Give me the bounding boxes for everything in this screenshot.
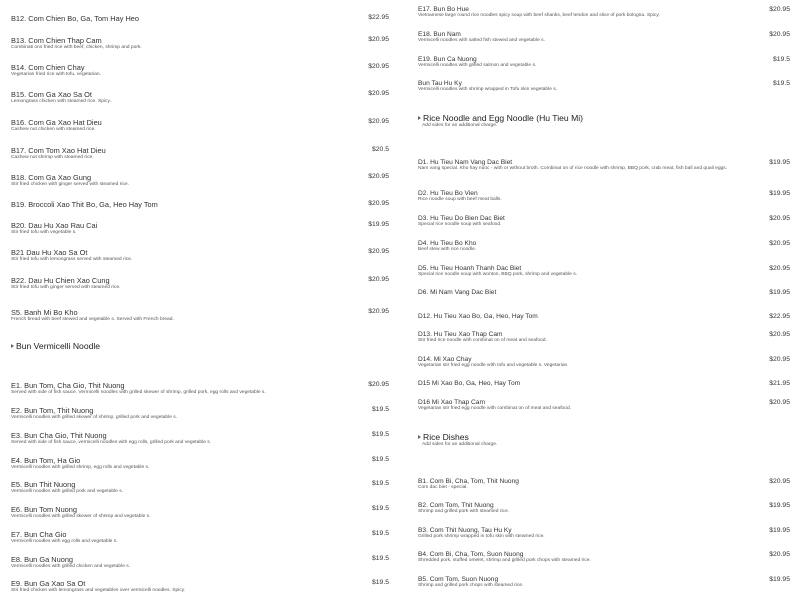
menu-item-name: B14. Com Chien Chay — [11, 63, 85, 72]
menu-item-price: $20.95 — [368, 276, 389, 283]
menu-item-row — [418, 356, 790, 370]
menu-item[interactable] — [11, 555, 389, 571]
menu-item-price: $19.95 — [769, 502, 790, 509]
menu-item-price: $20.95 — [769, 551, 790, 558]
menu-item-price: $20.95 — [769, 399, 790, 406]
menu-item-name: E6. Bun Tom Nuong — [11, 505, 78, 514]
menu-item[interactable] — [11, 381, 389, 397]
caret-right-icon — [418, 435, 421, 439]
menu-item-description: Shrimp and grilled pork with steamed rice. — [418, 509, 510, 514]
menu-item-row — [11, 248, 389, 264]
menu-item-description: Stir fried rice noodle with combinat on of meat and seafood. — [418, 338, 547, 343]
menu-item-description: Vermicelli noodles with shrimp wrapped in Tofu skin vegetable s. — [418, 87, 558, 92]
menu-item-description: Cashew nut shrimp with steamed rice. — [11, 155, 94, 160]
menu-item-name: D12. Hu Tieu Xao Bo, Ga, Heo, Hay Tom — [418, 313, 538, 320]
menu-item-row — [11, 14, 389, 23]
menu-item[interactable] — [11, 146, 389, 162]
menu-item-name: B17. Com Tom Xao Hat Dieu — [11, 146, 106, 155]
menu-item-price: $20.95 — [368, 248, 389, 255]
menu-item-row — [11, 118, 389, 134]
menu-item-name: B3. Com Thit Nuong, Tau Hu Ky — [418, 527, 512, 534]
menu-item[interactable] — [11, 579, 389, 595]
section-title-text: Bun Vermicelli Noodle — [16, 341, 101, 351]
menu-item[interactable] — [418, 576, 790, 590]
menu-item[interactable] — [11, 308, 389, 324]
menu-item[interactable] — [418, 31, 790, 45]
menu-item[interactable] — [418, 313, 790, 320]
menu-item-name: S5. Banh Mi Bo Kho — [11, 308, 78, 317]
menu-item-name: B16. Com Ga Xao Hat Dieu — [11, 118, 102, 127]
menu-item-price: $20.95 — [368, 36, 389, 43]
menu-item-price: $20.95 — [368, 118, 389, 125]
menu-item[interactable] — [418, 159, 790, 173]
menu-item-name: E8. Bun Ga Nuong — [11, 555, 74, 564]
menu-item-price: $19.95 — [769, 527, 790, 534]
menu-item-row — [11, 431, 389, 447]
menu-item-row — [418, 215, 790, 229]
menu-item-row — [418, 527, 790, 541]
menu-item-description: Lemongrass chicken with steamed rice. Spicy. — [11, 99, 111, 104]
menu-item[interactable] — [11, 36, 389, 52]
menu-item-row — [418, 551, 790, 565]
menu-item-row — [11, 406, 389, 422]
menu-item-name: B1. Com Bi, Cha, Tom, Thit Nuong — [418, 478, 519, 485]
menu-item[interactable] — [11, 221, 389, 237]
menu-item-name: B19. Broccoli Xao Thit Bo, Ga, Heo Hay Tom — [11, 200, 158, 209]
menu-item-price: $20.95 — [769, 31, 790, 38]
menu-item-name: B21 Dau Hu Xao Sa Ot — [11, 248, 88, 257]
menu-item-name: D16 Mi Xao Thap Cam — [418, 399, 485, 406]
menu-item-row — [418, 331, 790, 345]
menu-item-row — [418, 240, 790, 254]
menu-item-description: Stir fried tofu with ginger served with steamed rice. — [11, 285, 121, 290]
menu-item-row — [11, 530, 389, 546]
menu-item-description: Vegetarian stir fried egg noodle with tofu and vegetable s. Vegetarian. — [418, 363, 569, 368]
menu-item[interactable] — [11, 173, 389, 189]
menu-item-description: Combinati ons fried rice with beef, chicken, shrimp and pork. — [11, 45, 142, 50]
menu-item-row — [11, 555, 389, 571]
menu-item-name: D3. Hu Tieu Do Bien Dac Biet — [418, 215, 505, 222]
menu-item-name: E4. Bun Tom, Ha Gio — [11, 456, 81, 465]
menu-item-name: D1. Hu Tieu Nam Vang Dac Biet — [418, 159, 513, 166]
menu-item-price: $20.95 — [769, 240, 790, 247]
menu-item-row — [11, 505, 389, 521]
menu-item-price: $20.95 — [368, 308, 389, 315]
menu-item-description: Special rice noodle soup with seafood. — [418, 222, 502, 227]
menu-item[interactable] — [11, 14, 389, 23]
menu-item-name: D15 Mi Xao Bo, Ga, Heo, Hay Tom — [418, 380, 521, 387]
menu-item-row — [11, 579, 389, 595]
menu-item-row — [418, 313, 790, 320]
menu-item-row — [11, 200, 389, 209]
menu-item-description: Vermicelli noodles with grilled shrimp, egg rolls and vegetable s. — [11, 465, 150, 470]
menu-item-price: $19.5 — [371, 505, 389, 512]
menu-item-row — [418, 80, 790, 94]
menu-item-description: Vermicelli noodles with grilled skewer of shrimp and vegetable s. — [11, 514, 151, 519]
menu-item-name: B12. Com Chien Bo, Ga, Tom Hay Heo — [11, 14, 140, 23]
menu-item[interactable] — [418, 215, 790, 229]
menu-item[interactable] — [11, 456, 389, 472]
menu-item[interactable] — [418, 56, 790, 70]
menu-item-description: Stir fried chicken with lemongrass and vegetables over vermicelli noodles. Spicy. — [11, 588, 186, 593]
menu-item-row — [418, 289, 790, 296]
section-title-text: Rice Noodle and Egg Noodle (Hu Tieu Mi) — [423, 113, 584, 123]
section-note: Add sides for an additional charge. — [422, 442, 498, 447]
menu-item-name: E17. Bun Bo Hue — [418, 6, 469, 13]
menu-item-description: Vermicelli noodles with grilled salmon and vegetable s. — [418, 63, 537, 68]
menu-item[interactable] — [418, 551, 790, 565]
menu-item[interactable] — [11, 505, 389, 521]
menu-item-name: E9. Bun Ga Xao Sa Ot — [11, 579, 86, 588]
menu-item[interactable] — [11, 118, 389, 134]
menu-item-price: $20.5 — [371, 146, 389, 153]
menu-item-description: Beef stew with rice noodle. — [418, 247, 477, 252]
menu-item-row — [418, 56, 790, 70]
menu-item-description: Vermicelli noodles with grilled pork and vegetable s. — [11, 489, 124, 494]
menu-item-row — [418, 399, 790, 413]
menu-item-description: Stir fried tofu with lemongrass served with steamed rice. — [11, 257, 133, 262]
menu-item-row — [11, 90, 389, 106]
menu-item[interactable] — [418, 478, 790, 492]
section-title — [418, 432, 790, 442]
menu-item-row — [11, 221, 389, 237]
menu-item-description: Vietnamese large round rice noodles spicy soup with beef shanks, beef tendon and slice of pork bologna. Spicy. — [418, 13, 660, 18]
menu-item-description: Vermicelli noodles with salted fish stewed and vegetable s. — [418, 38, 545, 43]
menu-item-row — [11, 276, 389, 292]
menu-item-price: $19.5 — [371, 456, 389, 463]
menu-item-name: D5. Hu Tieu Hoanh Thanh Dac Biet — [418, 265, 522, 272]
menu-item-description: Stir fried chicken with ginger served with steamed rice. — [11, 182, 129, 187]
menu-item-name: E1. Bun Tom, Cha Gio, Thit Nuong — [11, 381, 125, 390]
menu-item-description: Special rice noodle soup with wonton, BBQ pork, shrimp and vegetable s. — [418, 272, 578, 277]
menu-item-price: $19.5 — [371, 530, 389, 537]
menu-item-description: Com dac biet - special. — [418, 485, 468, 490]
menu-item-description: Cashew nut chicken with steamed rice. — [11, 127, 96, 132]
menu-item[interactable] — [11, 480, 389, 496]
menu-item[interactable] — [418, 289, 790, 296]
menu-item[interactable] — [418, 190, 790, 204]
menu-item-name: Bun Tau Hu Ky — [418, 80, 462, 87]
menu-item-name: B13. Com Chien Thap Cam — [11, 36, 102, 45]
menu-item-row — [11, 146, 389, 162]
menu-item-price: $19.95 — [769, 289, 790, 296]
menu-item[interactable] — [11, 530, 389, 546]
menu-item-price: $22.95 — [769, 313, 790, 320]
menu-item-row — [11, 381, 389, 397]
vermicelli-section-header[interactable] — [11, 341, 389, 351]
menu-item-name: E3. Bun Cha Gio, Thit Nuong — [11, 431, 107, 440]
menu-item-description: Served with side of fish sauce. Vermicelli noodles with grilled skewer of shrimp, grilled pork, egg rolls and vegetable s. — [11, 390, 266, 395]
menu-item[interactable] — [418, 502, 790, 516]
menu-item-price: $21.95 — [769, 380, 790, 387]
menu-item[interactable] — [418, 265, 790, 279]
menu-item-price: $20.95 — [368, 173, 389, 180]
section-title — [11, 341, 389, 351]
menu-item-price: $20.95 — [769, 215, 790, 222]
caret-right-icon — [418, 116, 421, 120]
menu-item-description: Vermicelli noodles with grilled skewer of shrimp, grilled pork and vegetable s. — [11, 415, 178, 420]
menu-item[interactable] — [418, 6, 790, 20]
menu-item-price: $19.95 — [769, 190, 790, 197]
menu-item[interactable] — [418, 331, 790, 345]
menu-item-description: Served with side of fish sauce, vermicelli noodles with egg rolls, grilled pork and vegetable s. — [11, 440, 212, 445]
menu-item-name: E2. Bun Tom, Thit Nuong — [11, 406, 94, 415]
menu-item-price: $20.95 — [769, 265, 790, 272]
menu-item-name: D6. Mi Nam Vang Dac Biet — [418, 289, 497, 296]
menu-item-description: Rice noodle soup with beef meat balls. — [418, 197, 502, 202]
menu-item[interactable] — [418, 356, 790, 370]
menu-item-name: E19. Bun Ca Nuong — [418, 56, 477, 63]
menu-item-price: $19.5 — [371, 406, 389, 413]
menu-item-name: B4. Com Bi, Cha, Tom, Suon Nuong — [418, 551, 524, 558]
menu-item-description: Shrimp and grilled pork chops with steamed rice. — [418, 583, 524, 588]
menu-item-price: $20.95 — [769, 6, 790, 13]
menu-item-price: $19.95 — [769, 576, 790, 583]
menu-item-row — [418, 6, 790, 20]
menu-item-price: $20.95 — [368, 200, 389, 207]
menu-item[interactable] — [418, 380, 790, 387]
menu-item-price: $19.95 — [368, 221, 389, 228]
menu-item-price: $20.95 — [769, 356, 790, 363]
menu-item-name: B22. Dau Hu Chien Xao Cung — [11, 276, 110, 285]
menu-item-row — [418, 265, 790, 279]
menu-item-price: $19.5 — [772, 80, 790, 87]
menu-item-name: B20. Dau Hu Xao Rau Cai — [11, 221, 98, 230]
menu-item-description: Shredded pork, stuffed omelet, shrimp and grilled pork chops with steamed rice. — [418, 558, 591, 563]
section-note: Add sides for an additional charge. — [422, 123, 498, 128]
menu-item-name: E7. Bun Cha Gio — [11, 530, 67, 539]
menu-item-description: Vermicelli noodles with grilled chicken and vegetable s. — [11, 564, 131, 569]
menu-item-name: E5. Bun Thit Nuong — [11, 480, 76, 489]
menu-item-price: $20.95 — [368, 90, 389, 97]
menu-item-price: $20.95 — [368, 63, 389, 70]
menu-item[interactable] — [418, 240, 790, 254]
menu-item-row — [418, 190, 790, 204]
menu-item-name: D2. Hu Tieu Bo Vien — [418, 190, 478, 197]
menu-item-description: French bread with beef stewed and vegetable s. Served with French bread. — [11, 317, 174, 322]
menu-item[interactable] — [11, 406, 389, 422]
rice-noodle-section-header[interactable] — [418, 113, 790, 128]
menu-item-price: $20.95 — [769, 478, 790, 485]
menu-item-name: E18. Bun Nam — [418, 31, 461, 38]
menu-item[interactable] — [11, 248, 389, 264]
menu-item[interactable] — [418, 80, 790, 94]
menu-item-row — [418, 31, 790, 45]
menu-item[interactable] — [11, 276, 389, 292]
menu-item-price: $19.5 — [772, 56, 790, 63]
menu-item[interactable] — [418, 399, 790, 413]
menu-item-price: $19.5 — [371, 431, 389, 438]
section-title-text: Rice Dishes — [423, 432, 469, 442]
menu-item-price: $22.95 — [368, 14, 389, 21]
menu-item-description: Vegetarian fried rice with tofu, vegetarian. — [11, 72, 101, 77]
menu-item-row — [418, 159, 790, 173]
menu-item-name: D13. Hu Tieu Xao Thap Cam — [418, 331, 503, 338]
menu-item[interactable] — [418, 527, 790, 541]
menu-item[interactable] — [11, 200, 389, 209]
menu-item-row — [418, 502, 790, 516]
menu-item-name: D14. Mi Xao Chay — [418, 356, 472, 363]
menu-item[interactable] — [11, 90, 389, 106]
menu-item-name: B5. Com Tom, Suon Nuong — [418, 576, 499, 583]
menu-item-price: $19.95 — [769, 159, 790, 166]
menu-item-price: $19.5 — [371, 555, 389, 562]
menu-item-description: Grilled pork shrimp wrapped in tofu skin with steamed rice. — [418, 534, 545, 539]
menu-item-description: Stir fried tofu with vegetable s. — [11, 230, 77, 235]
menu-item-price: $19.5 — [371, 579, 389, 586]
menu-item-row — [11, 173, 389, 189]
menu-item-row — [418, 576, 790, 590]
menu-item-price: $20.95 — [769, 331, 790, 338]
menu-item-name: B18. Com Ga Xao Gung — [11, 173, 92, 182]
menu-item-row — [11, 308, 389, 324]
menu-item-row — [11, 456, 389, 472]
menu-item-row — [11, 36, 389, 52]
menu-item-description: Vegetarian stir fried egg noodle with combinat on of meat and seafood. — [418, 406, 572, 411]
menu-item-row — [418, 380, 790, 387]
caret-right-icon — [11, 344, 14, 348]
section-title — [418, 113, 790, 123]
menu-item-price: $20.95 — [368, 381, 389, 388]
menu-item[interactable] — [11, 63, 389, 79]
menu-item-price: $19.5 — [371, 480, 389, 487]
rice-dishes-section-header[interactable] — [418, 432, 790, 447]
menu-item-description: Nam vang special. Kho hay nuoc - with or without broth. Combinat on of rice noodle with shrimp, BBQ pork, crab meat, fish ball and quail eggs. — [418, 166, 728, 171]
menu-item-row — [11, 480, 389, 496]
menu-item-name: D4. Hu Tieu Bo Kho — [418, 240, 477, 247]
menu-item[interactable] — [11, 431, 389, 447]
menu-item-row — [418, 478, 790, 492]
menu-item-name: B15. Com Ga Xao Sa Ot — [11, 90, 92, 99]
menu-item-name: B2. Com Tom, Thit Nuong — [418, 502, 494, 509]
menu-item-row — [11, 63, 389, 79]
menu-item-description: Vermicelli noodles with egg rolls and vegetable s. — [11, 539, 118, 544]
